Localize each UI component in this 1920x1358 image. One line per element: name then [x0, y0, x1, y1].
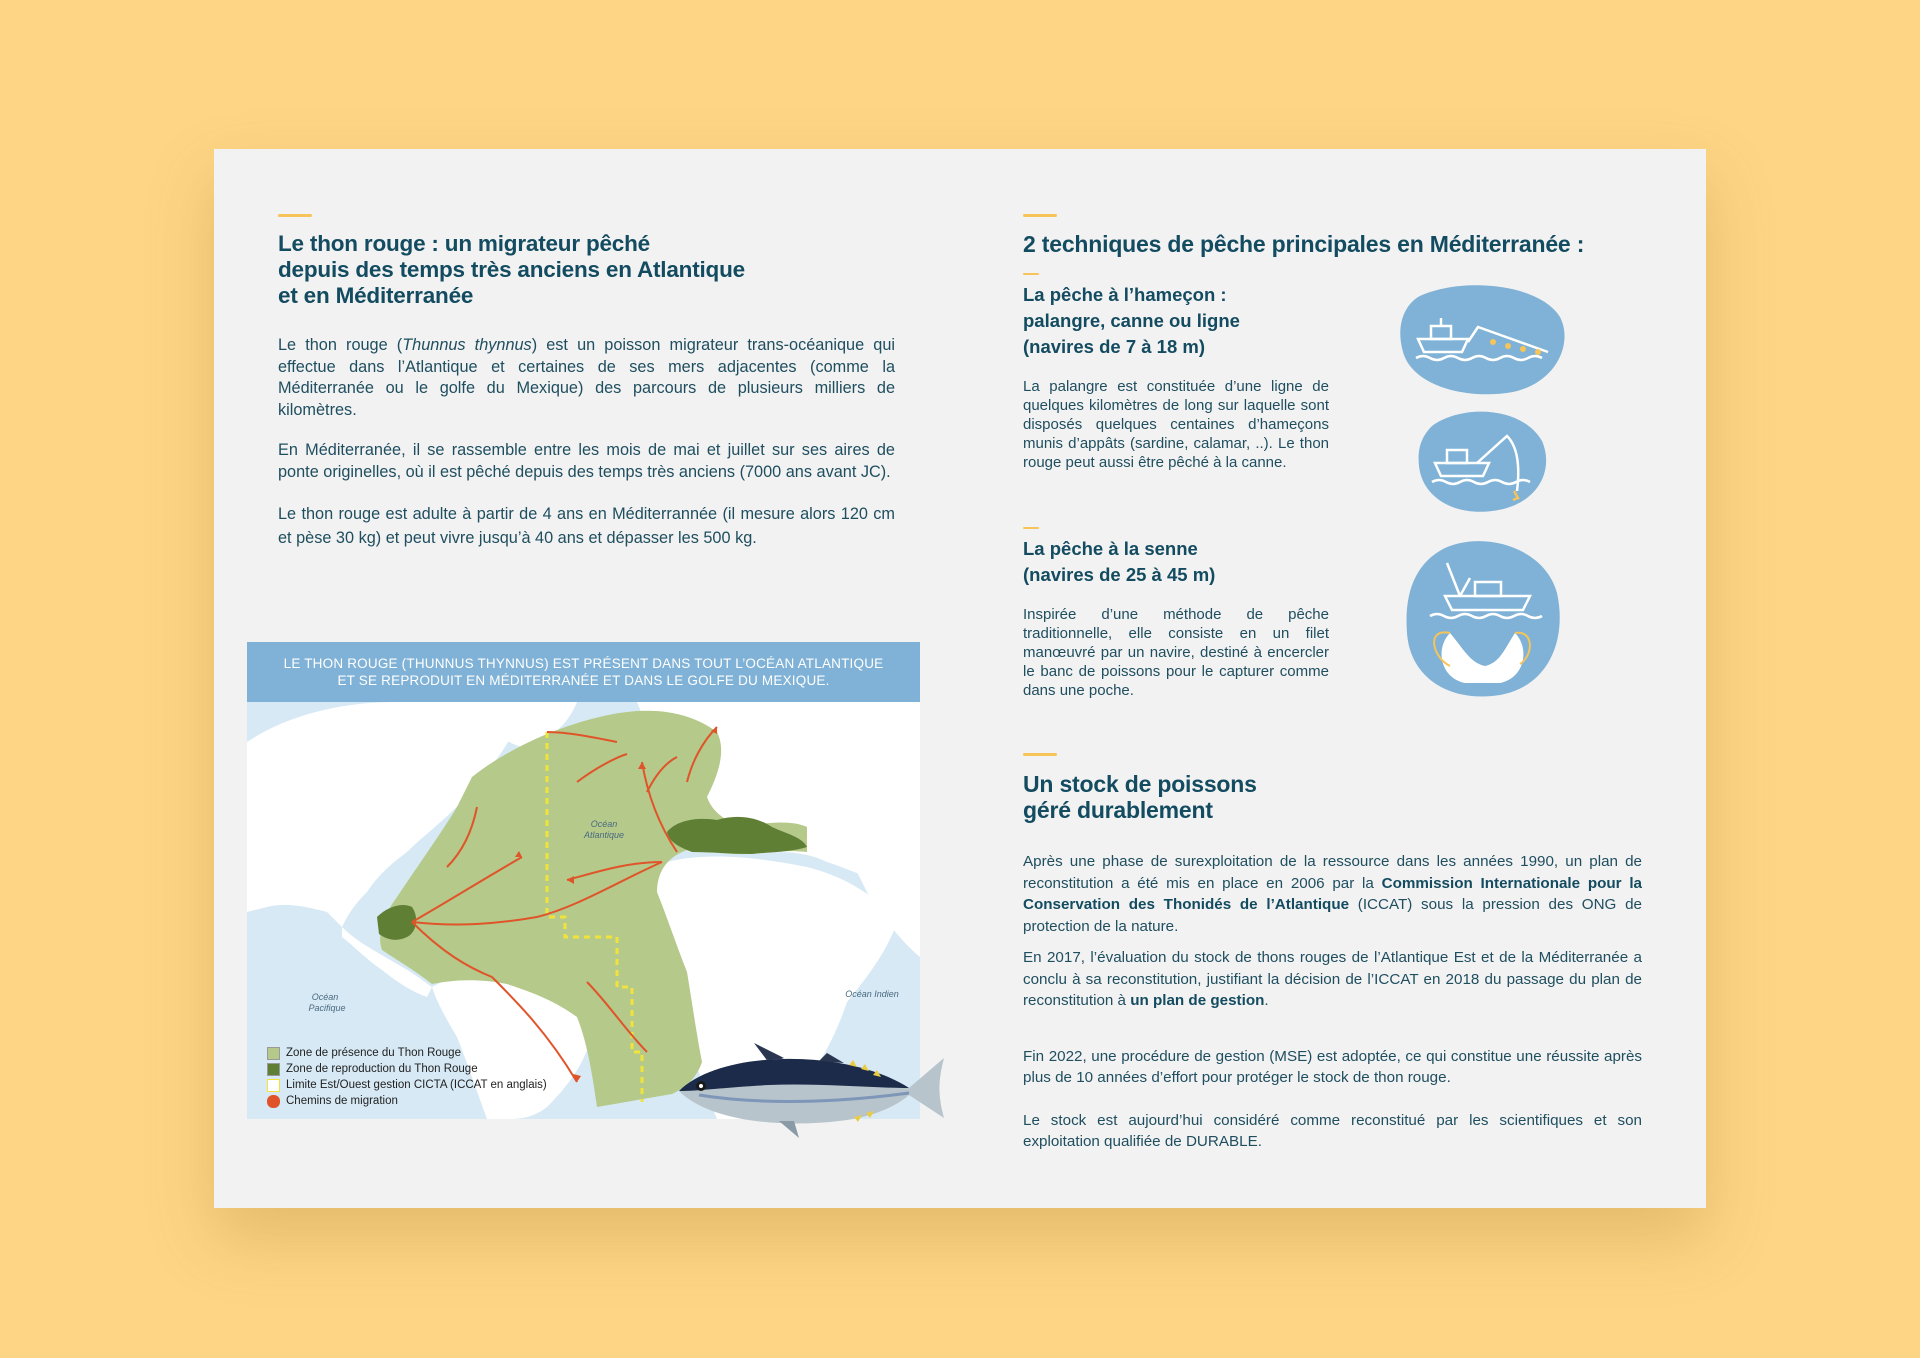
stock-paragraph-1: Après une phase de surexploitation de la ressource dans les années 1990, un plan de reconstitution a été mis en place en 2006 par la Commission Internationale pour la Conservation des Thonidés de l’Atlantique (ICCAT) sous la pression des ONG de protection de la nature. [1023, 853, 1642, 935]
ocean-atlantique-label-2: Atlantique [583, 830, 625, 840]
hook-fishing-text: La palangre est constituée d’une ligne de quelques kilomètres de long sur laquelle sont disposés quelques centaines d’hameçons munis d’appâts (sardine, calamar, ..). Le thon rouge peut aussi être pêché à la canne. [1023, 378, 1329, 471]
stock-paragraph-3: Fin 2022, une procédure de gestion (MSE) est adoptée, ce qui constitue une réussite après plus de 10 années d’effort pour protéger le stock de thon rouge. [1023, 1047, 1642, 1086]
ocean-atlantique-label: Océan [590, 819, 618, 829]
left-title: Le thon rouge : un migrateur pêché depuis des temps très anciens en Atlantique et en Méditerranée [278, 231, 745, 308]
stock-paragraph-2: En 2017, l’évaluation du stock de thons rouges de l’Atlantique Est et de la Méditerranée a conclu à sa reconstitution, justifiant la décision de l’ICCAT en 2018 du passage du plan de reconstitution à un plan de gestion. [1023, 949, 1642, 1009]
hook-fishing-title: La pêche à l’hameçon : palangre, canne ou ligne (navires de 7 à 18 m) [1023, 284, 1240, 357]
accent-bar [1023, 214, 1057, 217]
legend-item: Chemins de migration [267, 1093, 547, 1109]
legend-item: Zone de reproduction du Thon Rouge [267, 1061, 547, 1077]
bluefin-tuna-illustration [669, 1033, 959, 1143]
legend-item: Zone de présence du Thon Rouge [267, 1045, 547, 1061]
map-banner: LE THON ROUGE (THUNNUS THYNNUS) EST PRÉSENT DANS TOUT L’OCÉAN ATLANTIQUE ET SE REPRODUIT EN MÉDITERRANÉE ET DANS LE GOLFE DU MEXIQUE. [247, 642, 920, 702]
intro-paragraph-3: Le thon rouge est adulte à partir de 4 ans en Méditerrannée (il mesure alors 120 cm et pèse 30 kg) et peut vivre jusqu’à 40 ans et dépasser les 500 kg. [278, 505, 895, 547]
document-spread [214, 149, 1706, 1208]
stock-title: Un stock de poissons géré durablement [1023, 771, 1257, 823]
stock-paragraph-4: Le stock est aujourd’hui considéré comme reconstitué par les scientifiques et son exploitation qualifiée de DURABLE. [1023, 1111, 1642, 1150]
seine-fishing-title: La pêche à la senne (navires de 25 à 45 m) [1023, 538, 1216, 585]
seine-fishing-text: Inspirée d’une méthode de pêche traditionnelle, elle consiste en un filet manœuvré par un navire, destiné à encercler le banc de poissons pour le capturer comme dans une poche. [1023, 606, 1329, 699]
legend-item: Limite Est/Ouest gestion CICTA (ICCAT en anglais) [267, 1077, 547, 1093]
rod-boat-icon [1417, 406, 1550, 516]
map-legend [267, 1045, 547, 1109]
ocean-pacifique-label-2: Pacifique [308, 1003, 346, 1013]
ocean-pacifique-label: Océan [311, 992, 339, 1002]
intro-paragraph-1: Le thon rouge (Thunnus thynnus) est un poisson migrateur trans-océanique qui effectue dans l’Atlantique et certaines de ses mers adjacentes (comme la Méditerranée ou le golfe du Mexique) des parcours de plusieurs milliers de kilomètres. [278, 336, 895, 419]
ocean-indien-label: Océan Indien [845, 989, 899, 999]
techniques-title: 2 techniques de pêche principales en Méditerranée : [1023, 231, 1585, 257]
accent-bar [1023, 753, 1057, 756]
reproduction-zone-gulf [377, 905, 416, 940]
accent-bar [278, 214, 312, 217]
purse-seine-boat-icon [1405, 538, 1563, 698]
accent-bar [1023, 273, 1039, 275]
longline-boat-icon [1398, 282, 1568, 397]
left-intro [278, 335, 895, 569]
intro-paragraph-2: En Méditerranée, il se rassemble entre les mois de mai et juillet sur ses aires de ponte originelles, où il est pêché depuis des temps très anciens (7000 ans avant JC). [278, 441, 895, 481]
stock-text [1023, 851, 1642, 1172]
accent-bar [1023, 527, 1039, 529]
